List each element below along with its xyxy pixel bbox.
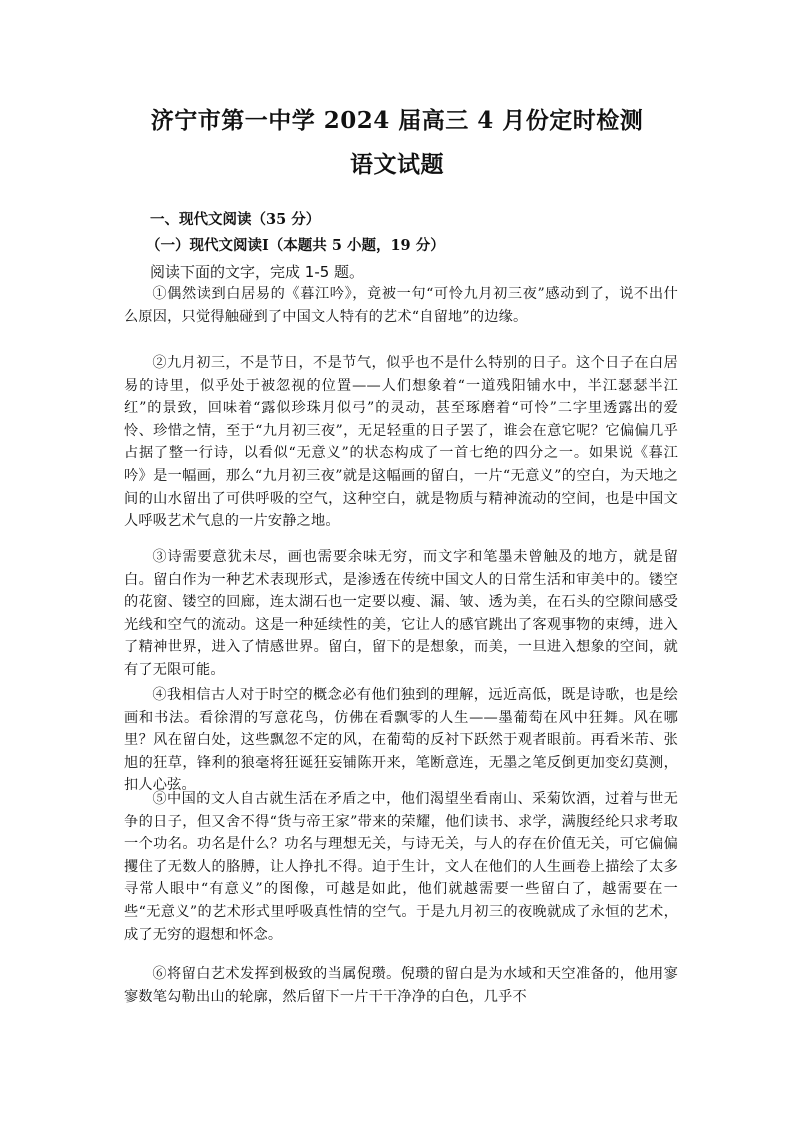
paragraph-6: ⑥将留白艺术发挥到极致的当属倪瓒。倪瓒的留白是为水域和天空准备的，他用寥寥数笔勾勒出山的轮廓，然后留下一片干干净净的白色，几乎不 <box>124 966 678 1005</box>
instruction-text: 阅读下面的文字，完成 1-5 题。 <box>150 263 365 281</box>
paragraph-5: ⑤中国的文人自古就生活在矛盾之中，他们渴望坐看南山、采菊饮酒，过着与世无争的日子，但又舍不得“货与帝王家”带来的荣耀，他们读书、求学，满腹经纶只求考取一个功名。功名是什么？功名与理想无关，与诗无关，与人的存在价值无关，可它偏偏攫住了无数人的胳膊，让人挣扎不得。迫于生计，文人在他们的人生画卷上描绘了太多寻常人眼中“有意义”的图像，可越是如此，他们就越需要一些留白了，越需要在一些“无意义”的艺术形式里呼吸真性情的空气。于是九月初三的夜晚就成了永恒的艺术，成了无穷的遐想和怀念。 <box>124 791 678 943</box>
section-heading: 一、现代文阅读（35 分） <box>150 211 321 228</box>
paragraph-1: ①偶然读到白居易的《暮江吟》，竟被一句“可怜九月初三夜”感动到了，说不出什么原因，只觉得触碰到了中国文人特有的艺术“自留地”的边缘。 <box>124 286 678 325</box>
paragraph-4: ④我相信古人对于时空的概念必有他们独到的理解，远近高低，既是诗歌，也是绘画和书法。看徐渭的写意花鸟，仿佛在看飘零的人生——墨葡萄在风中狂舞。风在哪里？风在留白处，这些飘忽不定的风，在葡萄的反衬下跃然于观者眼前。再看米芾、张旭的狂草，锋利的狼毫将狂诞狂妄铺陈开来，笔断意连，无墨之笔反倒更加变幻莫测，扣人心弦。 <box>124 687 678 794</box>
exam-title: 济宁市第一中学 2024 届高三 4 月份定时检测 <box>150 107 644 134</box>
subsection-heading: （一）现代文阅读Ⅰ（本题共 5 小题，19 分） <box>146 237 445 254</box>
exam-subtitle: 语文试题 <box>350 151 444 178</box>
paragraph-2: ②九月初三，不是节日，不是节气，似乎也不是什么特别的日子。这个日子在白居易的诗里，似乎处于被忽视的位置——人们想象着“一道残阳铺水中，半江瑟瑟半江红”的景致，回味着“露似珍珠月似弓”的灵动，甚至琢磨着“可怜”二字里透露出的爱怜、珍惜之情，至于“九月初三夜”，无足轻重的日子罢了，谁会在意它呢？它偏偏几乎占据了整一行诗，以看似“无意义”的状态构成了一首七绝的四分之一。如果说《暮江吟》是一幅画，那么“九月初三夜”就是这幅画的留白，一片“无意义”的空白，为天地之间的山水留出了可供呼吸的空气，这种空白，就是物质与精神流动的空间，也是中国文人呼吸艺术气息的一片安静之地。 <box>124 355 678 530</box>
paragraph-3: ③诗需要意犹未尽，画也需要余味无穷，而文字和笔墨未曾触及的地方，就是留白。留白作为一种艺术表现形式，是渗透在传统中国文人的日常生活和审美中的。镂空的花窗、镂空的回廊，连太湖石也一定要以瘦、漏、皱、透为美，在石头的空隙间感受光线和空气的流动。这是一种延续性的美，它让人的感官跳出了客观事物的束缚，进入了精神世界，进入了情感世界。留白，留下的是想象，而美，一旦进入想象的空间，就有了无限可能。 <box>124 549 678 678</box>
